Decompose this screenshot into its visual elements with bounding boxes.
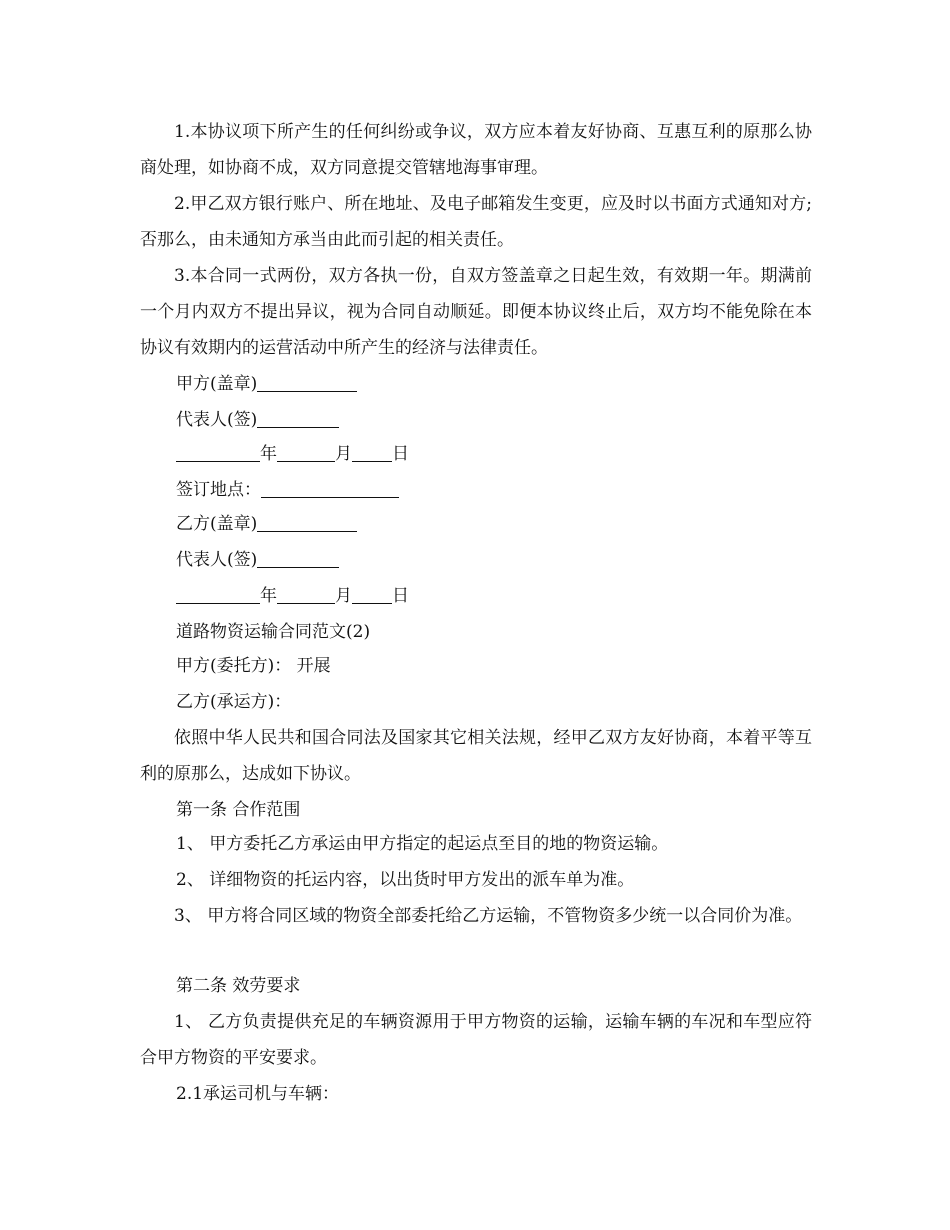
year-label: 年 (260, 586, 277, 606)
article2-title: 第二条 效劳要求 (176, 976, 301, 996)
party-a-seal-label: 甲方(盖章) (176, 374, 258, 394)
sign-place-line (176, 472, 399, 508)
date-b-line (176, 578, 409, 614)
article1-item2: 2、 详细物资的托运内容，以出货时甲方发出的派车单为准。 (176, 870, 635, 890)
clause-2: 2.甲乙双方银行账户、所在地址、及电子邮箱发生变更，应及时以书面方式通知对方;否那么，由未通知方承当由此而引起的相关责任。 (140, 194, 812, 250)
contract2-party-b: 乙方(承运方)： (176, 692, 292, 712)
day-label: 日 (392, 586, 409, 606)
sign-place-label: 签订地点： (176, 480, 261, 500)
contract2-title: 道路物资运输合同范文(2) (176, 622, 371, 642)
month-label: 月 (335, 444, 352, 464)
party-b-seal-label: 乙方(盖章) (176, 514, 258, 534)
article1-item1: 1、 甲方委托乙方承运由甲方指定的起运点至目的地的物资运输。 (176, 834, 669, 854)
party-b-seal-line (176, 506, 357, 542)
rep-b-line (176, 542, 339, 578)
blank (277, 442, 335, 462)
blank (257, 512, 357, 532)
day-label: 日 (392, 444, 409, 464)
contract2-intro: 依照中华人民共和国合同法及国家其它相关法规，经甲乙双方友好协商，本着平等互利的原那么，达成如下协议。 (140, 728, 812, 784)
year-label: 年 (260, 444, 277, 464)
date-a-line (176, 436, 409, 472)
blank (257, 372, 357, 392)
article1-title: 第一条 合作范围 (176, 800, 301, 820)
clause-1: 1.本协议项下所产生的任何纠纷或争议，双方应本着友好协商、互惠互利的原那么协商处理，如协商不成，双方同意提交管辖地海事审理。 (140, 122, 812, 178)
blank (176, 442, 260, 462)
blank (352, 442, 392, 462)
article2-item1: 1、 乙方负责提供充足的车辆资源用于甲方物资的运输，运输车辆的车况和车型应符合甲方物资的平安要求。 (140, 1012, 812, 1068)
contract2-party-a: 甲方(委托方)： 开展 (176, 656, 331, 676)
blank (277, 584, 335, 604)
blank (352, 584, 392, 604)
clause-3: 3.本合同一式两份，双方各执一份，自双方签盖章之日起生效，有效期一年。期满前一个月内双方不提出异议，视为合同自动顺延。即便本协议终止后，双方均不能免除在本协议有效期内的运营活动中所产生的经济与法律责任。 (140, 266, 812, 358)
article2-item2-1: 2.1承运司机与车辆： (176, 1084, 340, 1104)
article1-item3: 3、 甲方将合同区域的物资全部委托给乙方运输，不管物资多少统一以合同价为准。 (174, 906, 803, 926)
blank (257, 548, 339, 568)
blank (176, 584, 260, 604)
rep-a-line (176, 402, 339, 438)
rep-a-label: 代表人(签) (176, 410, 258, 430)
blank (257, 408, 339, 428)
rep-b-label: 代表人(签) (176, 550, 258, 570)
blank (261, 478, 399, 498)
month-label: 月 (335, 586, 352, 606)
party-a-seal-line (176, 366, 357, 402)
